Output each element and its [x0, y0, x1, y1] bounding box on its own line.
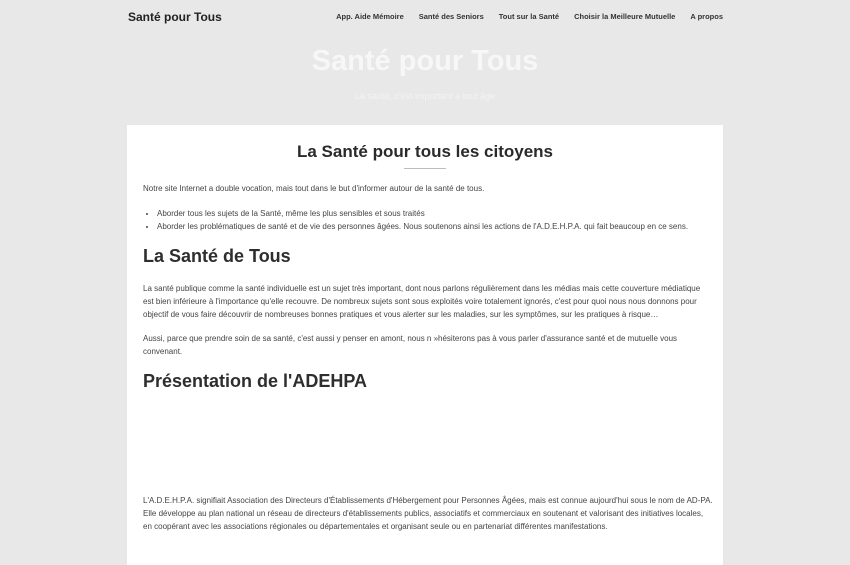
hero-subtitle: La santé, c'est important à tout âge — [354, 91, 496, 101]
nav-item-tout-sante[interactable]: Tout sur la Santé — [498, 12, 560, 21]
title-divider — [404, 168, 446, 169]
page-title: La Santé pour tous les citoyens — [296, 142, 553, 161]
nav-item-aide-memoire[interactable]: App. Aide Mémoire — [336, 12, 404, 21]
top-navbar — [0, 0, 850, 36]
main-nav — [321, 12, 723, 21]
section-paragraph: La santé publique comme la santé individuelle est un sujet très important, dont nous parlons régulièrement dans les médias mais cette couverture médiatique est bien inférieure à l'importance qu'elle recouvre. De nombreux sujets sont sous exploités voire totalement ignorés, c'est pour quoi nous nous donnons pour objectif de vous faire découvrir de nombreuses bonnes pratiques et vous alerter sur les maladies, sur les symptômes, sur les pratiques à risque… — [143, 284, 701, 319]
list-item: • Aborder tous les sujets de la Santé, même les plus sensibles et sous traités — [157, 207, 707, 220]
section-heading-sante: La Santé de Tous — [143, 246, 291, 266]
content-card — [127, 125, 723, 565]
list-item: • Aborder les problématiques de santé et de vie des personnes âgées. Nous soutenons ainsi les actions de l'A.D.E.H.P.A. qui fait beaucoup en ce sens. — [157, 220, 707, 233]
hero-title: Santé pour Tous — [311, 45, 539, 77]
intro-paragraph: Notre site Internet a double vocation, mais tout dans le but d'informer autour de la santé de tous. — [143, 184, 485, 193]
section-heading-adehpa: Présentation de l'ADEHPA — [143, 371, 367, 391]
goals-list — [143, 207, 707, 233]
nav-item-sante-seniors[interactable]: Santé des Seniors — [418, 12, 484, 21]
site-brand-link[interactable]: Santé pour Tous — [128, 10, 222, 24]
section-paragraph: L'A.D.E.H.P.A. signifiait Association des Directeurs d'Établissements d'Hébergement pour Personnes Âgées, mais est connue aujourd'hui sous le nom de AD-PA. Elle développe au plan national un réseau de directeurs d'établissements publics, associatifs et commerciaux en soutenant et valorisant des initiatives locales, en coopérant avec les associations régionales ou départementales et organisant seule ou en partenariat différentes manifestations. — [143, 496, 713, 531]
nav-item-a-propos[interactable]: A propos — [690, 12, 723, 21]
nav-item-mutuelle[interactable]: Choisir la Meilleure Mutuelle — [574, 12, 676, 21]
section-paragraph: Aussi, parce que prendre soin de sa santé, c'est aussi y penser en amont, nous n »hésiterons pas à vous parler d'assurance santé et de mutuelle vous convenant. — [143, 334, 678, 356]
